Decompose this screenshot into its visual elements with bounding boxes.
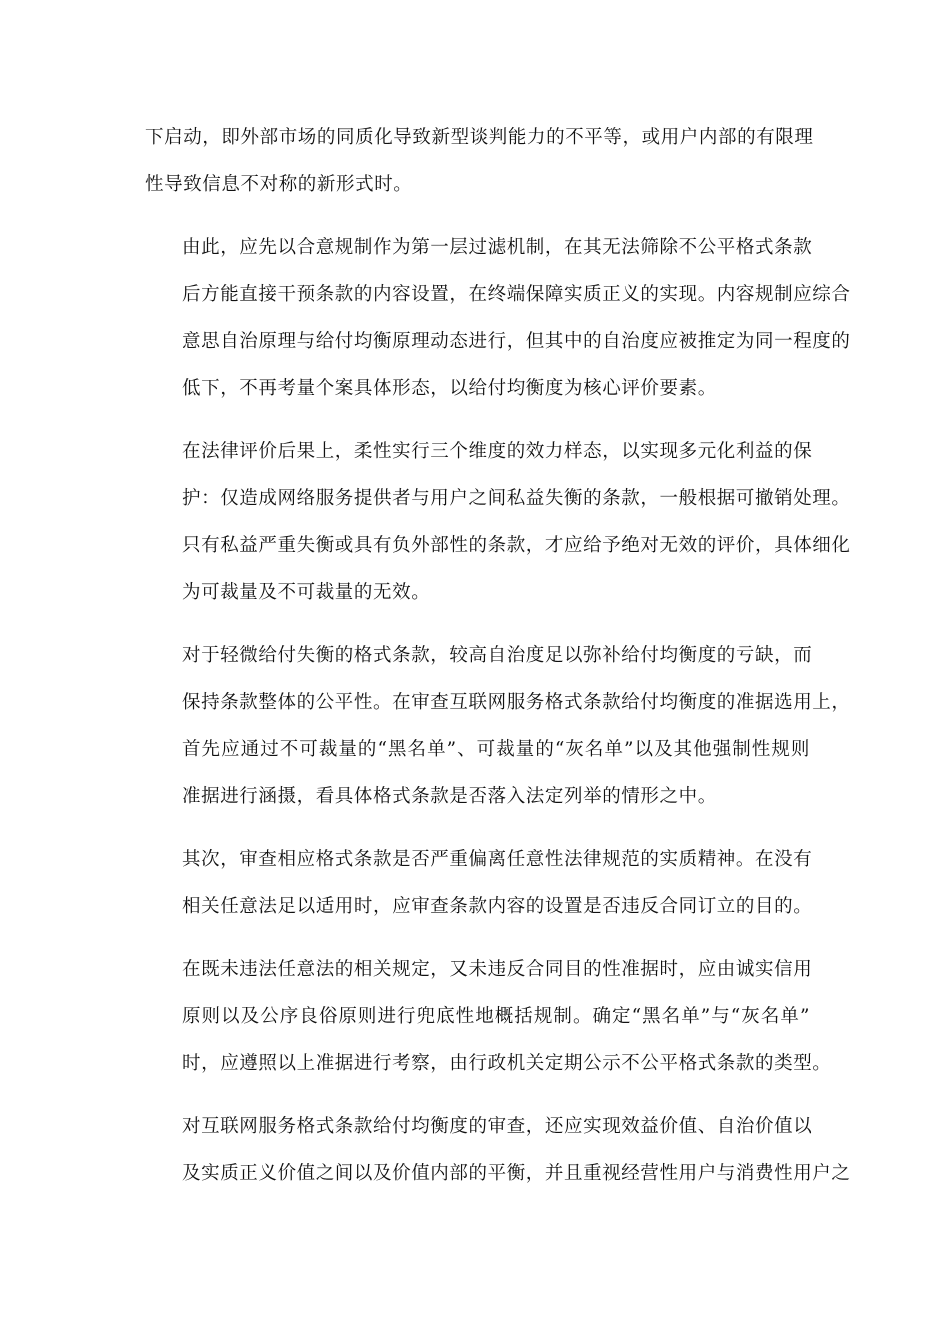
text-line: 及实质正义价值之间以及价值内部的平衡，并且重视经营性用户与消费性用户之 [182,1163,851,1184]
text-line: 后方能直接干预条款的内容设置，在终端保障实质正义的实现。内容规制应综合 [182,284,851,305]
text-line: 保持条款整体的公平性。在审查互联网服务格式条款给付均衡度的准据选用上， [182,692,851,713]
text-line: 时，应遵照以上准据进行考察，由行政机关定期公示不公平格式条款的类型。 [182,1053,832,1074]
paragraph-1 [145,114,814,208]
text-line: 其次，审查相应格式条款是否严重偏离任意性法律规范的实质精神。在没有 [182,849,813,870]
paragraph-7 [145,1103,851,1197]
text-line: 首先应通过不可裁量的“黑名单”、可裁量的“灰名单”以及其他强制性规则 [182,739,810,760]
text-line: 相关任意法足以适用时，应审查条款内容的设置是否违反合同订立的目的。 [182,896,813,917]
paragraph-6 [145,946,832,1087]
text-line: 原则以及公序良俗原则进行兜底性地概括规制。确定“黑名单”与“灰名单” [182,1006,810,1027]
document-body [145,114,851,1213]
text-line: 性导致信息不对称的新形式时。 [145,174,413,195]
paragraph-4 [145,632,851,820]
text-line: 由此，应先以合意规制作为第一层过滤机制，在其无法筛除不公平格式条款 [182,237,813,258]
paragraph-3 [145,428,851,616]
text-line: 只有私益严重失衡或具有负外部性的条款，才应给予绝对无效的评价，具体细化 [182,535,851,556]
paragraph-2 [145,224,851,412]
text-line: 准据进行涵摄，看具体格式条款是否落入法定列举的情形之中。 [182,786,717,807]
text-line: 对于轻微给付失衡的格式条款，较高自治度足以弥补给付均衡度的亏缺，而 [182,645,813,666]
text-line: 护：仅造成网络服务提供者与用户之间私益失衡的条款，一般根据可撤销处理。 [182,488,851,509]
text-line: 在既未违法任意法的相关规定，又未违反合同目的性准据时，应由诚实信用 [182,959,813,980]
paragraph-5 [145,836,813,930]
text-line: 对互联网服务格式条款给付均衡度的审查，还应实现效益价值、自治价值以 [182,1116,813,1137]
text-line: 在法律评价后果上，柔性实行三个维度的效力样态，以实现多元化利益的保 [182,441,813,462]
text-line: 低下，不再考量个案具体形态，以给付均衡度为核心评价要素。 [182,378,717,399]
text-line: 下启动，即外部市场的同质化导致新型谈判能力的不平等，或用户内部的有限理 [145,127,814,148]
text-line: 为可裁量及不可裁量的无效。 [182,582,431,603]
text-line: 意思自治原理与给付均衡原理动态进行，但其中的自治度应被推定为同一程度的 [182,331,851,352]
